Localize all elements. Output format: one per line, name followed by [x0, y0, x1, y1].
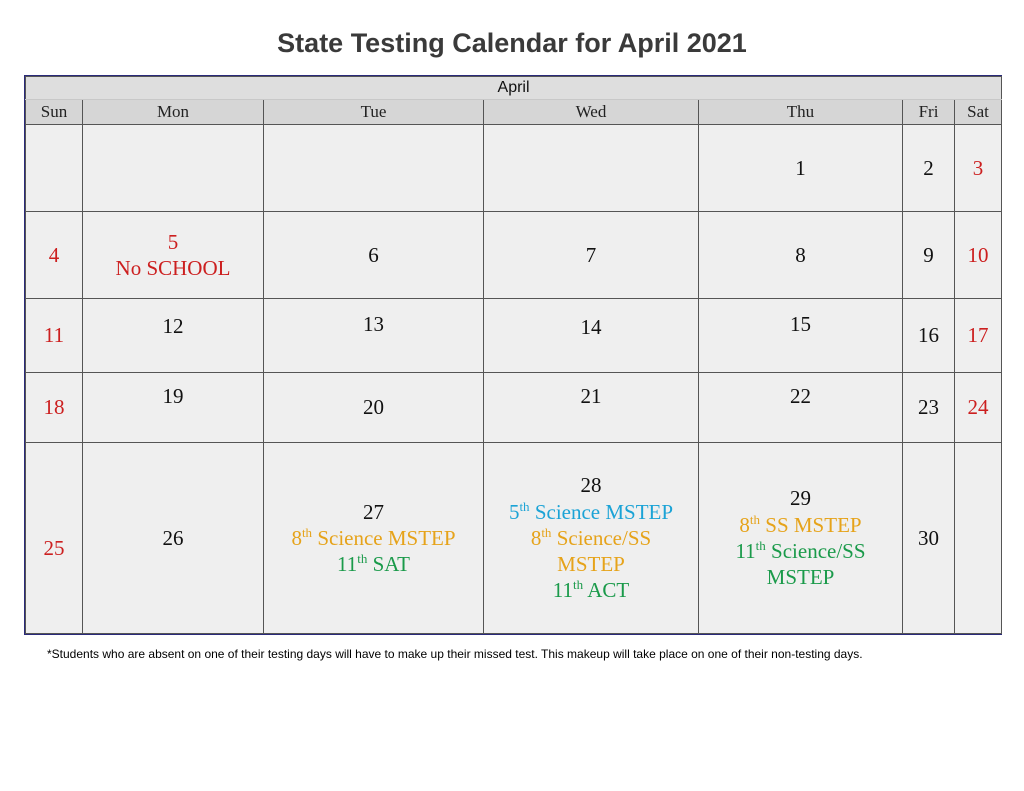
day-cell-empty	[484, 125, 699, 211]
test-event-8th-science-ss: 8th Science/SS	[530, 524, 652, 550]
day-cell-apr-9	[903, 211, 955, 298]
page-title: State Testing Calendar for April 2021	[277, 28, 747, 58]
day-number: 14	[580, 315, 602, 340]
day-cell-apr-12	[83, 299, 264, 372]
test-event-11th-science-ss: 11th Science/SS	[735, 537, 866, 563]
day-cell-apr-17	[955, 299, 1002, 372]
day-number: 20	[363, 395, 384, 420]
day-number: 7	[585, 242, 597, 267]
weekday-header-sat: Sat	[955, 100, 1002, 125]
week-row	[26, 211, 1002, 298]
calendar	[24, 75, 1002, 635]
day-number: 13	[363, 312, 384, 337]
day-number: 2	[923, 155, 934, 180]
day-cell-apr-25	[26, 442, 83, 633]
day-cell-empty	[26, 125, 83, 211]
day-number: 27	[363, 499, 384, 524]
day-cell-apr-26	[83, 442, 264, 633]
day-cell-apr-27	[264, 442, 484, 633]
day-number: 25	[43, 535, 65, 560]
day-number: 17	[967, 323, 989, 348]
day-number: 16	[918, 323, 939, 348]
test-event-11th-sat: 11th SAT	[337, 551, 410, 577]
day-number: 10	[967, 242, 989, 267]
test-event-8th-science: 8th Science MSTEP	[291, 524, 456, 550]
weekday-header-mon: Mon	[83, 100, 264, 125]
test-event-5th-science: 5th Science MSTEP	[508, 498, 674, 524]
day-number: 26	[162, 525, 184, 550]
day-number: 1	[795, 155, 806, 180]
weekday-header-fri: Fri	[903, 100, 955, 125]
week-row	[26, 299, 1002, 372]
day-number: 29	[790, 486, 811, 511]
test-event-11th-science-ss-cont: MSTEP	[766, 565, 835, 590]
day-cell-apr-15	[699, 299, 903, 372]
day-number: 23	[918, 394, 939, 419]
test-event-8th-ss: 8th SS MSTEP	[739, 511, 862, 537]
day-cell-apr-7	[484, 211, 699, 298]
day-cell-empty	[264, 125, 484, 211]
day-cell-apr-23	[903, 372, 955, 442]
day-number: 30	[918, 525, 939, 550]
day-cell-apr-28	[484, 442, 699, 633]
day-number: 9	[923, 242, 934, 267]
day-cell-apr-30	[903, 442, 955, 633]
day-number: 12	[162, 314, 184, 339]
day-number: 28	[580, 473, 602, 498]
day-number: 24	[967, 394, 989, 419]
day-number: 3	[972, 155, 984, 180]
day-number: 22	[790, 383, 811, 408]
day-cell-apr-4	[26, 211, 83, 298]
day-cell-empty	[955, 442, 1002, 633]
no-school-label: No SCHOOL	[115, 255, 231, 280]
day-cell-apr-3	[955, 125, 1002, 211]
day-cell-apr-5	[83, 211, 264, 298]
day-cell-apr-16	[903, 299, 955, 372]
day-cell-apr-13	[264, 299, 484, 372]
week-row	[26, 442, 1002, 633]
day-number: 4	[48, 242, 60, 267]
weekday-header-tue: Tue	[264, 100, 484, 125]
day-cell-apr-24	[955, 372, 1002, 442]
test-event-8th-science-ss-cont: MSTEP	[557, 552, 625, 577]
day-cell-apr-22	[699, 372, 903, 442]
day-cell-apr-8	[699, 211, 903, 298]
day-cell-empty	[83, 125, 264, 211]
day-number: 21	[580, 383, 602, 408]
month-header: April	[26, 77, 1002, 100]
weekday-header-wed: Wed	[484, 100, 699, 125]
day-cell-apr-18	[26, 372, 83, 442]
day-cell-apr-14	[484, 299, 699, 372]
calendar-table	[25, 76, 1002, 634]
weekday-header-sun: Sun	[26, 100, 83, 125]
day-number: 8	[795, 242, 806, 267]
day-number: 15	[790, 312, 811, 337]
day-cell-apr-10	[955, 211, 1002, 298]
week-row	[26, 372, 1002, 442]
day-cell-apr-20	[264, 372, 484, 442]
day-number: 18	[43, 395, 65, 420]
day-cell-apr-6	[264, 211, 484, 298]
weekday-header-thu: Thu	[699, 100, 903, 125]
test-event-11th-act: 11th ACT	[552, 577, 630, 603]
day-number: 6	[368, 242, 379, 267]
day-cell-apr-11	[26, 299, 83, 372]
day-cell-apr-2	[903, 125, 955, 211]
day-cell-apr-1	[699, 125, 903, 211]
day-number: 19	[162, 383, 184, 408]
day-number: 11	[43, 323, 65, 348]
day-cell-apr-29	[699, 442, 903, 633]
day-cell-apr-19	[83, 372, 264, 442]
day-cell-apr-21	[484, 372, 699, 442]
week-row	[26, 125, 1002, 211]
day-number: 5	[167, 229, 179, 254]
footnote: *Students who are absent on one of their testing days will have to make up their missed test. This makeup will take place on one of their non-testing days.	[47, 647, 863, 661]
